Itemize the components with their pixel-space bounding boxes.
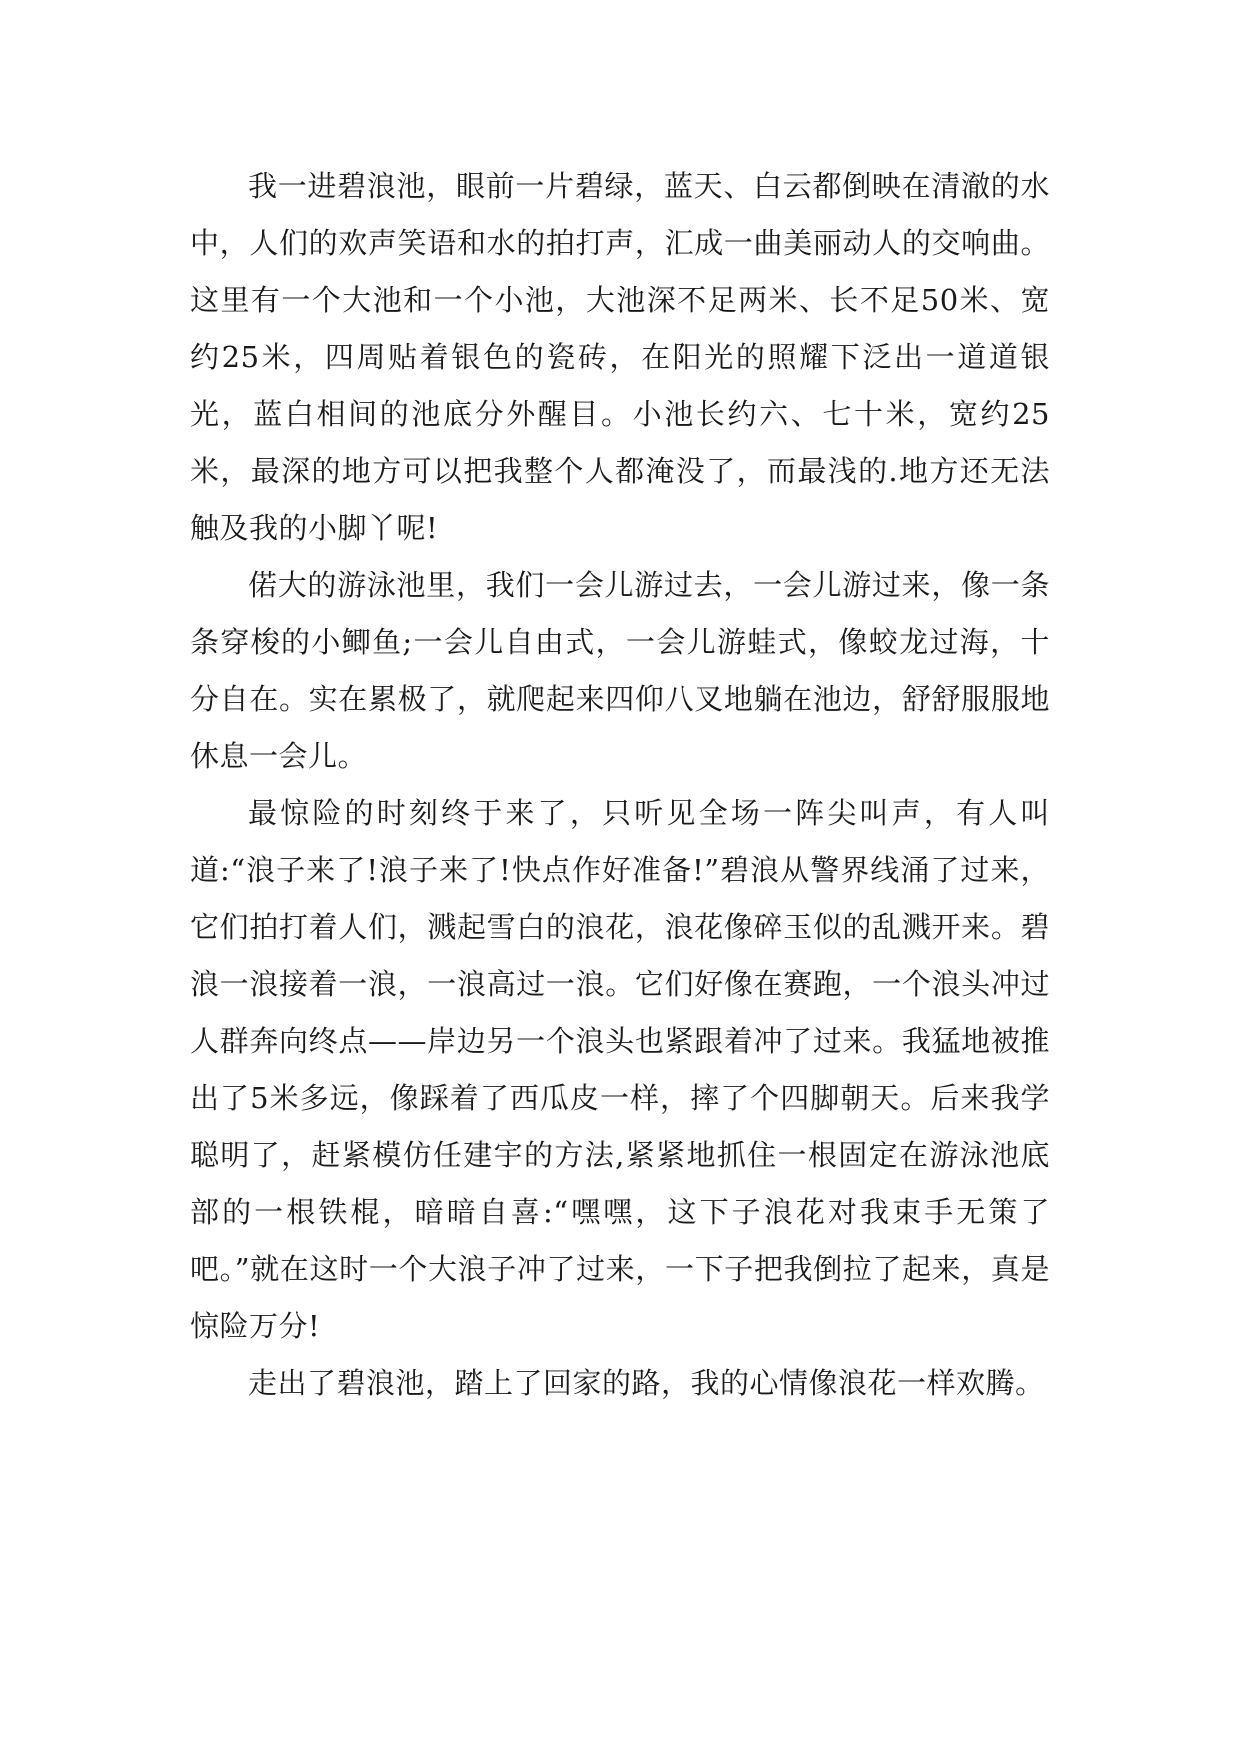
essay-body <box>190 158 1050 1412</box>
paragraph-1: 我一进碧浪池，眼前一片碧绿，蓝天、白云都倒映在清澈的水中，人们的欢声笑语和水的拍打声，汇成一曲美丽动人的交响曲。这里有一个大池和一个小池，大池深不足两米、长不足50米、宽约25米，四周贴着银色的瓷砖，在阳光的照耀下泛出一道道银光，蓝白相间的池底分外醒目。小池长约六、七十米，宽约25米，最深的地方可以把我整个人都淹没了，而最浅的.地方还无法触及我的小脚丫呢! <box>190 169 1050 545</box>
paragraph-2: 偌大的游泳池里，我们一会儿游过去，一会儿游过来，像一条条穿梭的小鲫鱼;一会儿自由式，一会儿游蛙式，像蛟龙过海，十分自在。实在累极了，就爬起来四仰八叉地躺在池边，舒舒服服地休息一会儿。 <box>190 568 1050 773</box>
paragraph-3: 最惊险的时刻终于来了，只听见全场一阵尖叫声，有人叫道:“浪子来了!浪子来了!快点作好准备!”碧浪从警界线涌了过来，它们拍打着人们，溅起雪白的浪花，浪花像碎玉似的乱溅开来。碧浪一浪接着一浪，一浪高过一浪。它们好像在赛跑，一个浪头冲过人群奔向终点——岸边另一个浪头也紧跟着冲了过来。我猛地被推出了5米多远，像踩着了西瓜皮一样，摔了个四脚朝天。后来我学聪明了，赶紧模仿任建宇的方法,紧紧地抓住一根固定在游泳池底部的一根铁棍，暗暗自喜:“嘿嘿，这下子浪花对我束手无策了吧。”就在这时一个大浪子冲了过来，一下子把我倒拉了起来，真是惊险万分! <box>190 796 1050 1343</box>
paragraph-4: 走出了碧浪池，踏上了回家的路，我的心情像浪花一样欢腾。 <box>248 1366 1045 1400</box>
